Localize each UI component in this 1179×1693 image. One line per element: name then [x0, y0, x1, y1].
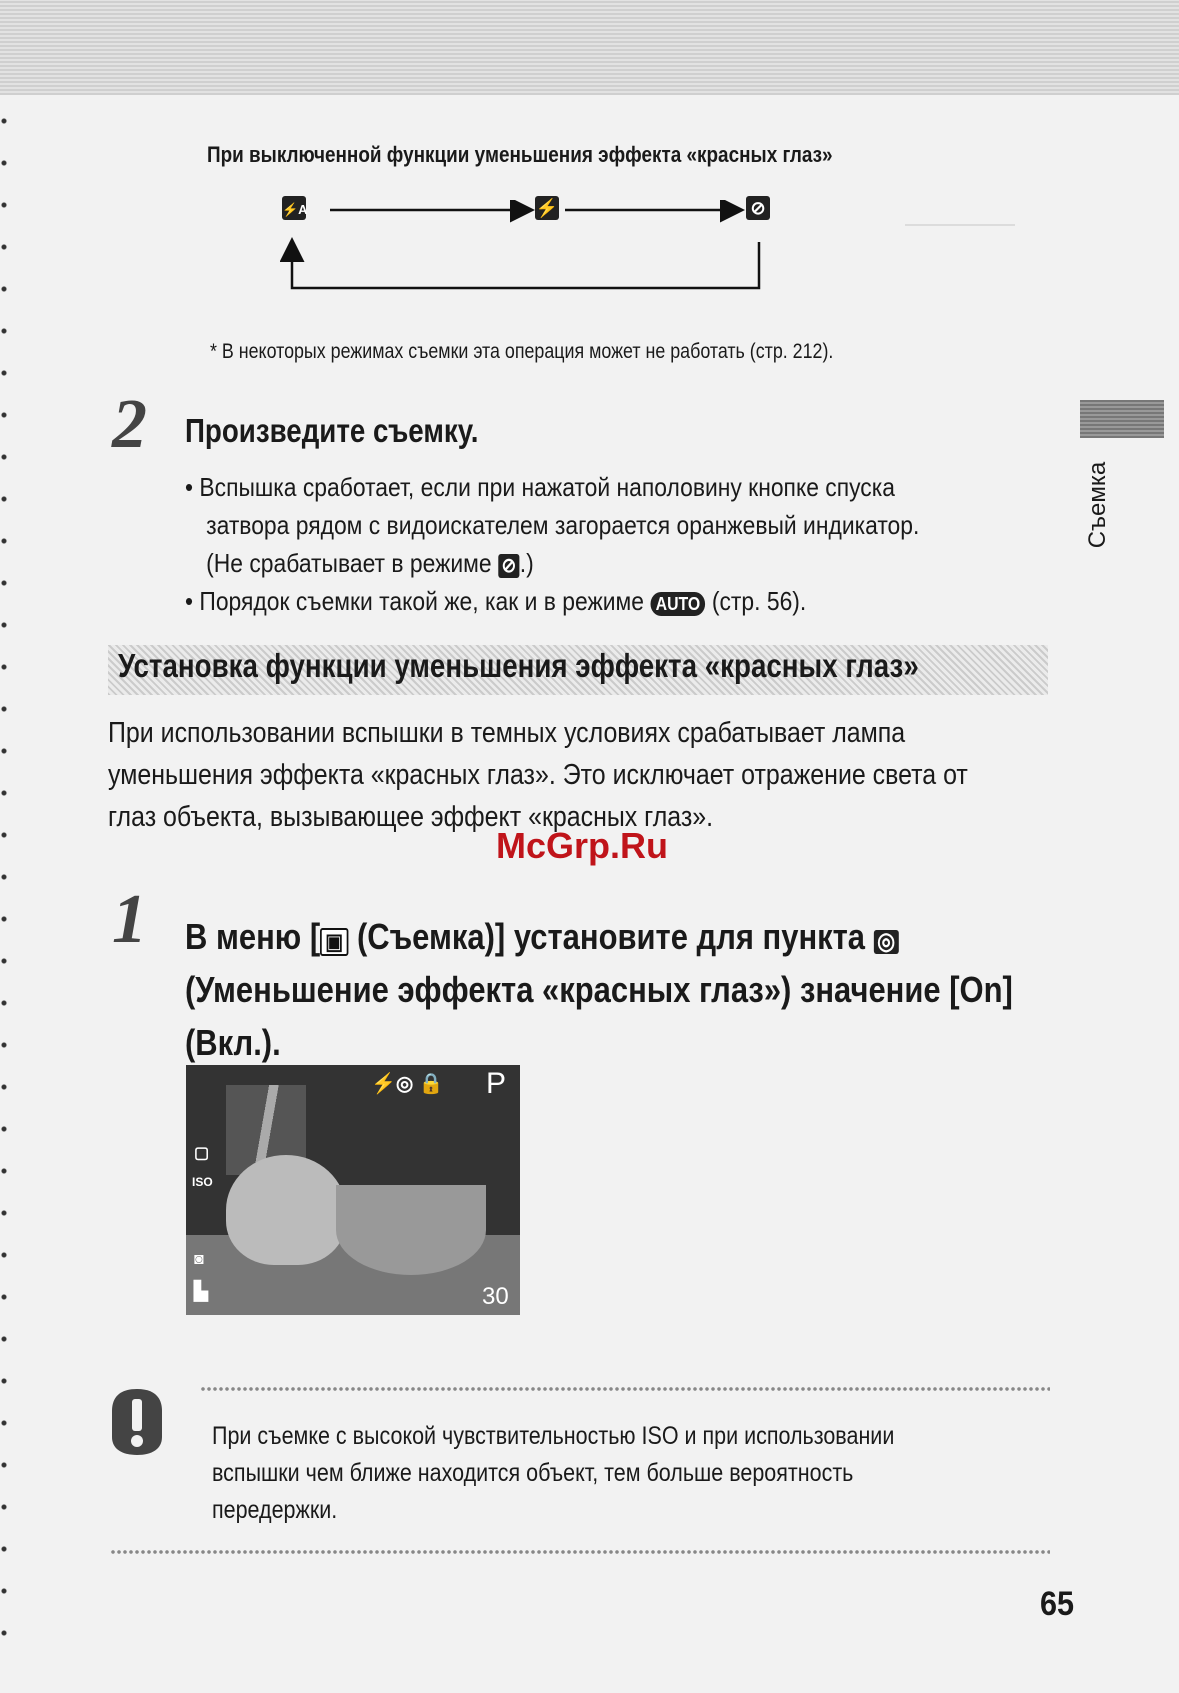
section-body: При использовании вспышки в темных условиях срабатывает лампа уменьшения эффекта «красных глаз». Это исключает отражение света от глаз объекта, вызывающее эффект «красных глаз». — [108, 717, 968, 833]
side-tab-marker — [1080, 400, 1164, 438]
flash-footnote: * В некоторых режимах съемки эта операция может не работать (стр. 212). — [210, 340, 834, 363]
flash-on-icon: ⚡ — [535, 198, 559, 218]
step-2-bullets — [185, 468, 933, 620]
flash-cycle-caption: При выключенной функции уменьшения эффекта «красных глаз» — [207, 142, 833, 167]
page-number: 65 — [1040, 1585, 1075, 1623]
flash-auto-icon: ⚡A — [282, 196, 306, 220]
bullet-flash-indicator: • Вспышка сработает, если при нажатой наполовину кнопке спуска затвора рядом с видоискателем загорается оранжевый индикатор. (Не срабатывает в режиме ⊘ .) — [185, 472, 920, 578]
osd-mode: P — [486, 1067, 507, 1100]
osd-side-icon-0: ▢ — [194, 1145, 210, 1162]
osd-shots-remaining: 30 — [482, 1283, 509, 1310]
bullet-shooting-order: • Порядок съемки такой же, как и в режиме AUTO (стр. 56). — [185, 586, 807, 616]
caution-top-rule — [200, 1385, 1050, 1393]
caution-text: При съемке с высокой чувствительностью ISO и при использовании вспышки чем ближе находится объект, тем больше вероятность передержки. — [212, 1422, 895, 1524]
caution-icon — [110, 1387, 164, 1457]
step-2-title: Произведите съемку. — [185, 412, 479, 449]
bleed-through — [905, 190, 1035, 226]
photo-bowl — [336, 1185, 486, 1275]
section-title: Установка функции уменьшения эффекта «красных глаз» — [118, 647, 919, 684]
shooting-menu-icon: ▣ — [320, 928, 348, 956]
side-tab-label: Съемка — [1084, 461, 1111, 549]
osd-side-icon-1: ISO — [192, 1175, 213, 1189]
caution-bottom-rule — [110, 1548, 1050, 1556]
binding-holes — [0, 100, 8, 1660]
watermark: McGrp.Ru — [496, 825, 669, 866]
step-1-number: 1 — [112, 881, 147, 958]
cycle-arrows — [280, 200, 780, 300]
step-2-number: 2 — [112, 386, 147, 463]
osd-top-icons: ⚡◎ 🔒 — [371, 1073, 444, 1095]
osd-side-icon-2: ◙ — [194, 1251, 204, 1268]
photo-vase — [226, 1155, 346, 1265]
red-eye-icon: ◎ — [874, 930, 899, 954]
header-band — [0, 0, 1179, 95]
camera-lcd-screenshot — [186, 1065, 520, 1315]
flash-off-icon: ⊘ — [746, 196, 770, 220]
osd-side-icon-3: ▙ — [194, 1281, 208, 1301]
auto-mode-icon: AUTO — [650, 592, 705, 616]
flash-off-inline-icon: ⊘ — [498, 554, 520, 578]
step-1-title: В меню [ ▣ (Съемка)] установите для пункта ◎ (Уменьшение эффекта «красных глаз») значение [On] (Вкл.). — [185, 916, 1013, 1063]
